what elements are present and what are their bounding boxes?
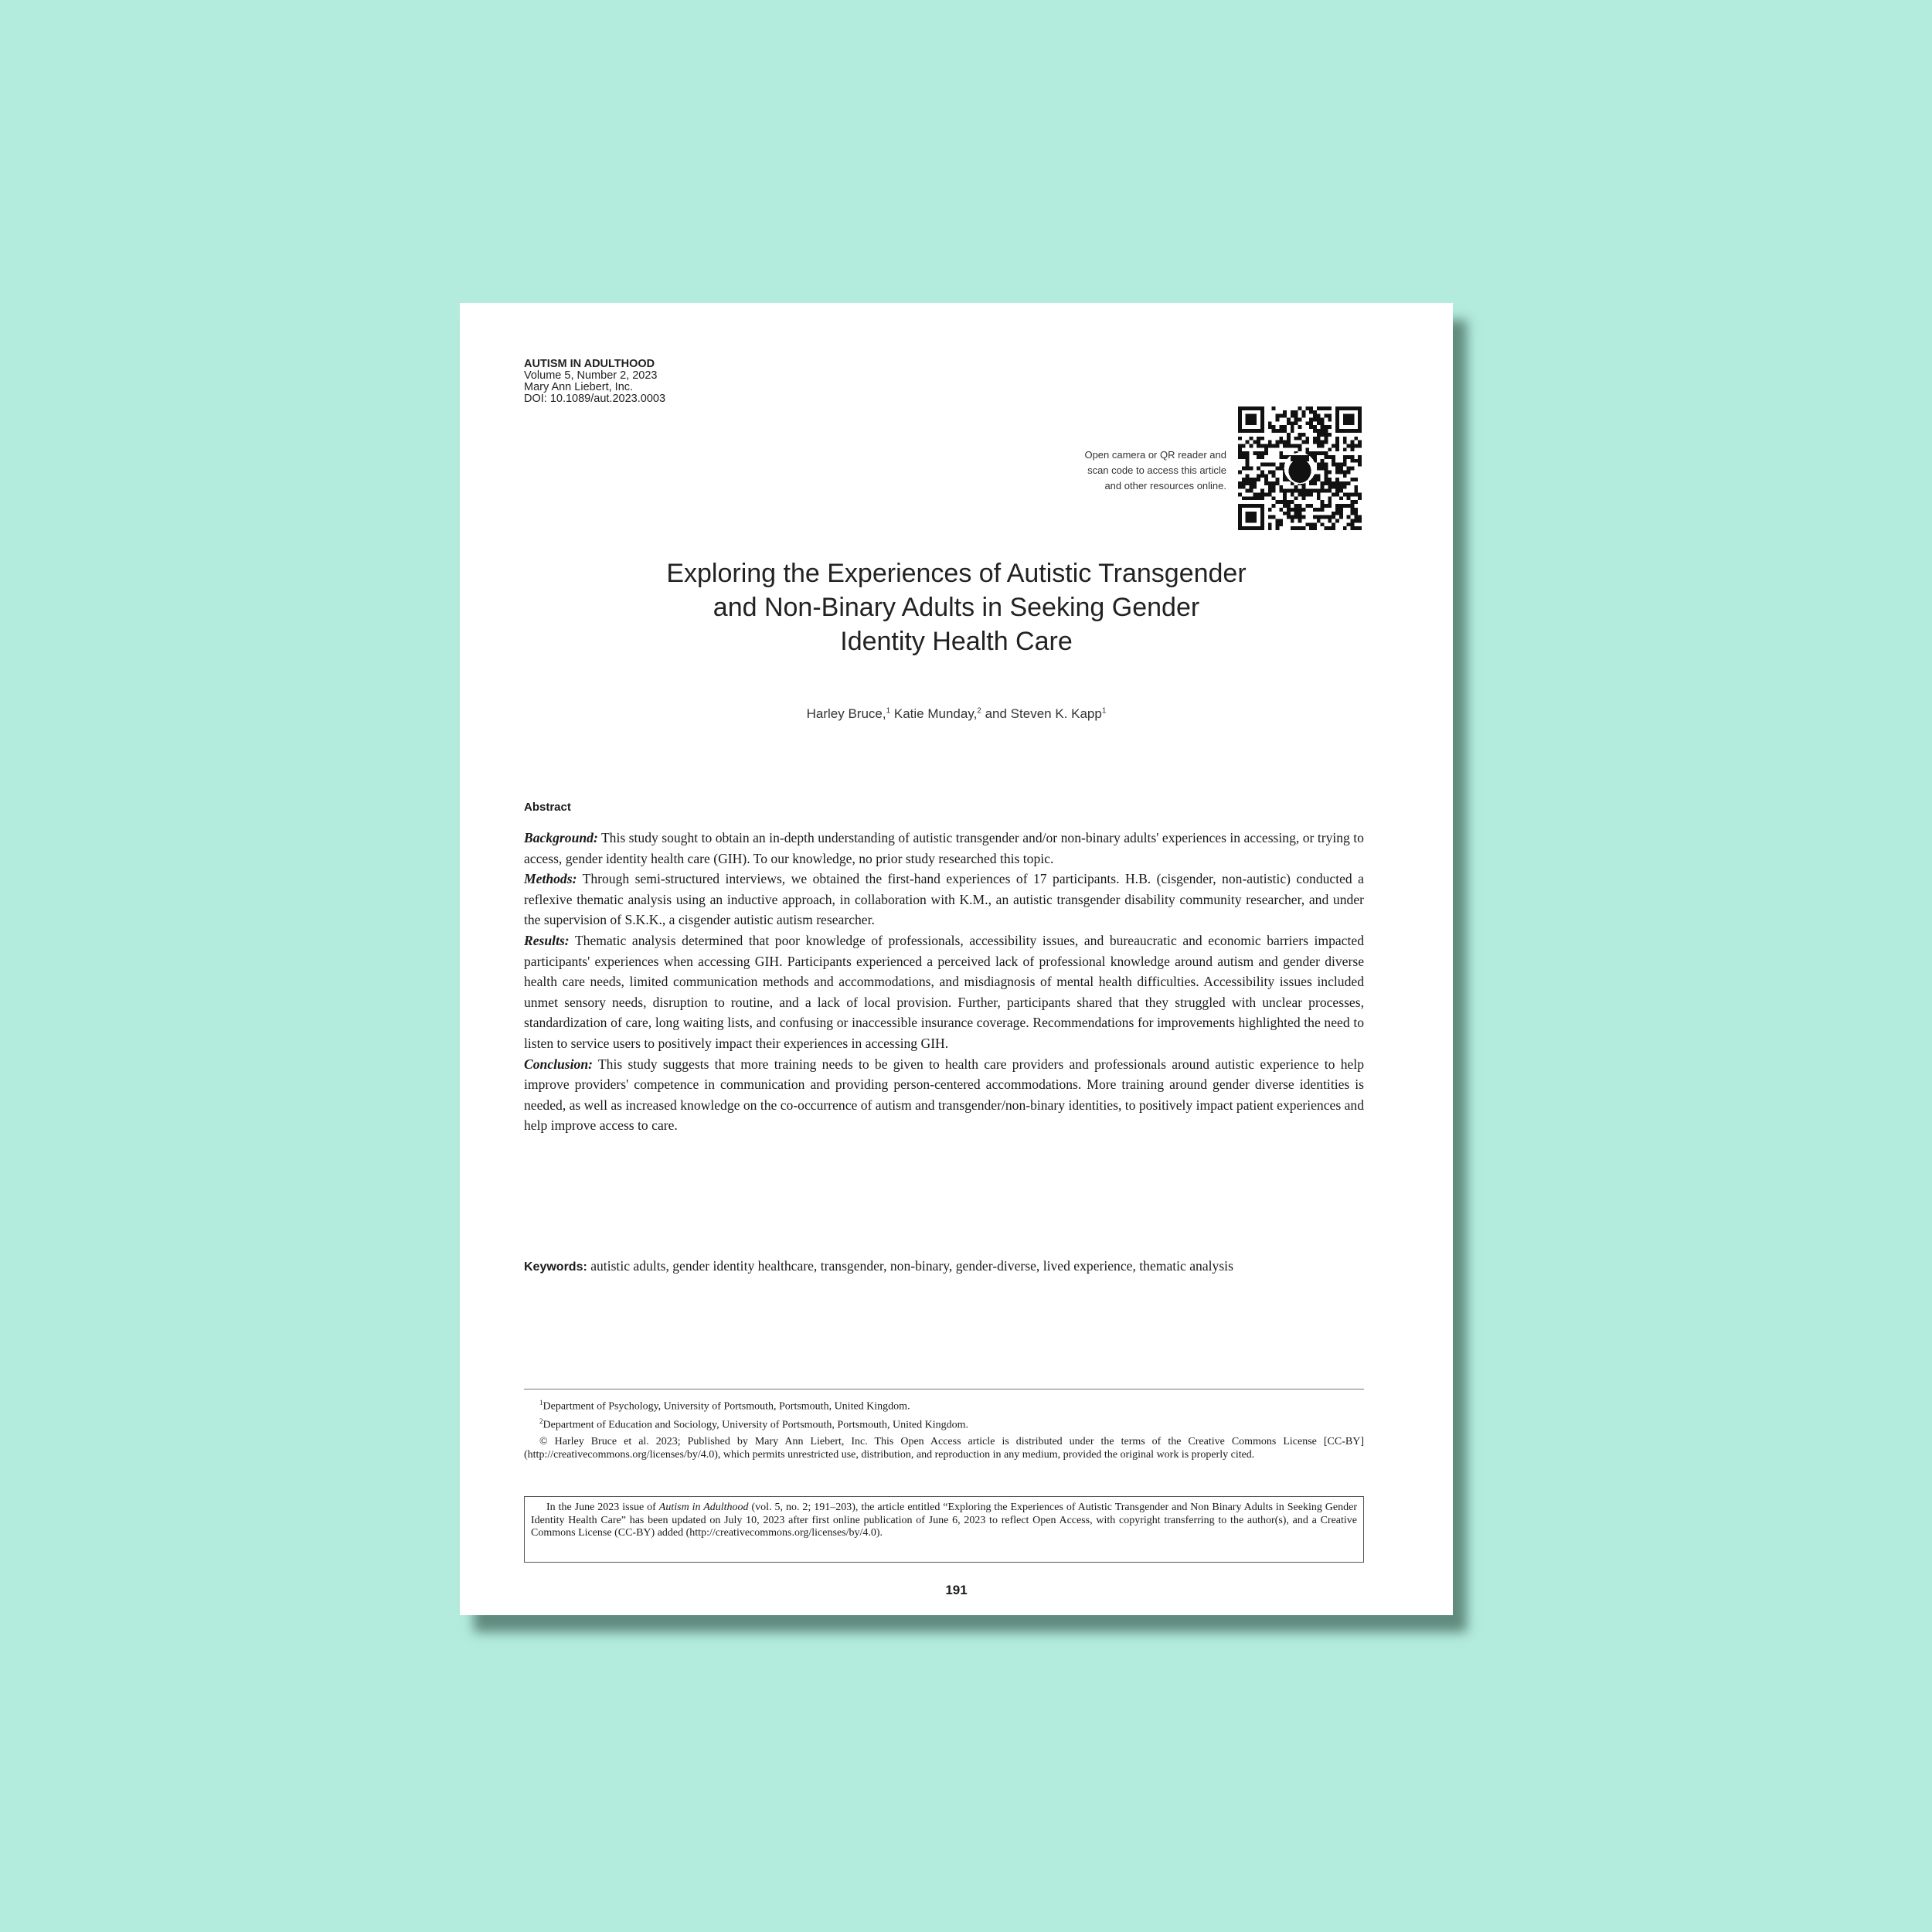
affiliation-item (539, 1396, 1366, 1414)
abstract-body (524, 828, 1364, 1136)
article-doi: DOI: 10.1089/aut.2023.0003 (524, 393, 666, 405)
keywords-text: autistic adults, gender identity healthcare, transgender, non-binary, gender-diverse, lived experience, thematic analysis (590, 1258, 1233, 1274)
section-label: Conclusion: (524, 1056, 593, 1072)
affiliation-marker: 2 (539, 1417, 543, 1425)
section-text: This study sought to obtain an in-depth understanding of autistic transgender and/or non-binary adults' experiences in accessing, or trying to access, gender identity health care (GIH). To our knowledge, no prior study researched this topic. (524, 830, 1364, 866)
affiliation-item (539, 1414, 1366, 1433)
correction-journal-name: Autism in Adulthood (658, 1502, 749, 1513)
abstract-conclusion (524, 1054, 1364, 1136)
qr-caption-line: scan code to access this article (1087, 464, 1226, 476)
abstract-background (524, 828, 1364, 869)
qr-caption-line: and other resources online. (1104, 480, 1226, 492)
journal-masthead (524, 359, 665, 405)
page-number: 191 (945, 1583, 968, 1597)
author-affiliation-marker: 1 (1101, 706, 1107, 716)
keywords-label: Keywords: (524, 1260, 587, 1274)
author-name: and Steven K. Kapp (985, 706, 1102, 721)
author-name: Harley Bruce, (806, 706, 886, 721)
abstract-methods (524, 869, 1364, 930)
qr-caption-line: Open camera or QR reader and (1084, 449, 1226, 461)
journal-volume: Volume 5, Number 2, 2023 (524, 369, 658, 382)
title-line: Identity Health Care (840, 627, 1073, 656)
license-notice: © Harley Bruce et al. 2023; Published by Mary Ann Liebert, Inc. This Open Access article is distributed under the terms of the Creative Commons License [CC-BY] (http://creativecommons.org/licenses/by/4.0), which permits unrestricted use, distribution, and reproduction in any medium, provided the original work is properly cited. (524, 1436, 1364, 1461)
section-label: Background: (524, 830, 598, 845)
section-label: Methods: (524, 871, 577, 887)
abstract-heading: Abstract (524, 801, 571, 814)
correction-notice (524, 1496, 1364, 1563)
author-affiliation-marker: 2 (977, 706, 981, 716)
title-line: Exploring the Experiences of Autistic Transgender (666, 559, 1247, 588)
affiliations (539, 1396, 1366, 1432)
journal-page (460, 303, 1453, 1615)
qr-caption (1026, 447, 1226, 494)
section-text: This study suggests that more training needs to be given to health care providers and professionals around autistic experience to help improve providers' competence in communication and providing person-centered accommodations. More training around gender diverse identities is needed, as well as increased knowledge on the co-occurrence of autism and transgender/non-binary identities, to positively impact patient experiences and help improve access to care. (524, 1056, 1364, 1134)
keywords (524, 1256, 1364, 1277)
section-text: Thematic analysis determined that poor knowledge of professionals, accessibility issues, and bureaucratic and economic barriers impacted participants' experiences when accessing GIH. Participants experienced a perceived lack of professional knowledge around autism and gender diverse health care needs, limited communication methods and accommodations, and misdiagnosis of mental health difficulties. Accessibility issues included unmet sensory needs, disruption to routine, and a lack of local provision. Further, participants shared that they struggled with unclear processes, standardization of care, long waiting lists, and confusing or inaccessible insurance coverage. Recommendations for improvements highlighted the need to listen to service users to positively impact their experiences in accessing GIH. (524, 932, 1364, 1051)
author-name: Katie Munday, (893, 706, 978, 721)
affiliation-text: Department of Psychology, University of Portsmouth, Portsmouth, United Kingdom. (543, 1400, 910, 1413)
section-label: Results: (524, 932, 570, 948)
author-affiliation-marker: 1 (886, 706, 891, 716)
affiliation-marker: 1 (539, 1399, 543, 1406)
affiliation-text: Department of Education and Sociology, University of Portsmouth, Portsmouth, United Kingdom. (543, 1419, 968, 1431)
correction-text-start: In the June 2023 issue of (546, 1502, 659, 1513)
author-list (460, 706, 1453, 722)
correction-text-end: (vol. 5, no. 2; 191–203), the article entitled “Exploring the Experiences of Autistic Transgender and Non Binary Adults in Seeking Gender Identity Health Care” has been updated on July 10, 2023 after first online publication of June 6, 2023 to reflect Open Access, with copyright transferring to the author(s), and a Creative Commons License (CC-BY) added (http://creativecommons.org/licenses/by/4.0). (531, 1502, 1358, 1539)
section-text: Through semi-structured interviews, we obtained the first-hand experiences of 17 participants. H.B. (cisgender, non-autistic) conducted a reflexive thematic analysis using an inductive approach, in collaboration with K.M., an autistic transgender disability community researcher, and under the supervision of S.K.K., a cisgender autistic autism researcher. (524, 871, 1364, 928)
journal-publisher: Mary Ann Liebert, Inc. (524, 381, 634, 393)
qr-code-icon[interactable] (1238, 406, 1362, 530)
title-line: and Non-Binary Adults in Seeking Gender (713, 593, 1200, 622)
journal-name: AUTISM IN ADULTHOOD (524, 358, 655, 370)
correction-text (531, 1502, 1357, 1540)
abstract-results (524, 930, 1364, 1054)
article-title (537, 556, 1376, 658)
